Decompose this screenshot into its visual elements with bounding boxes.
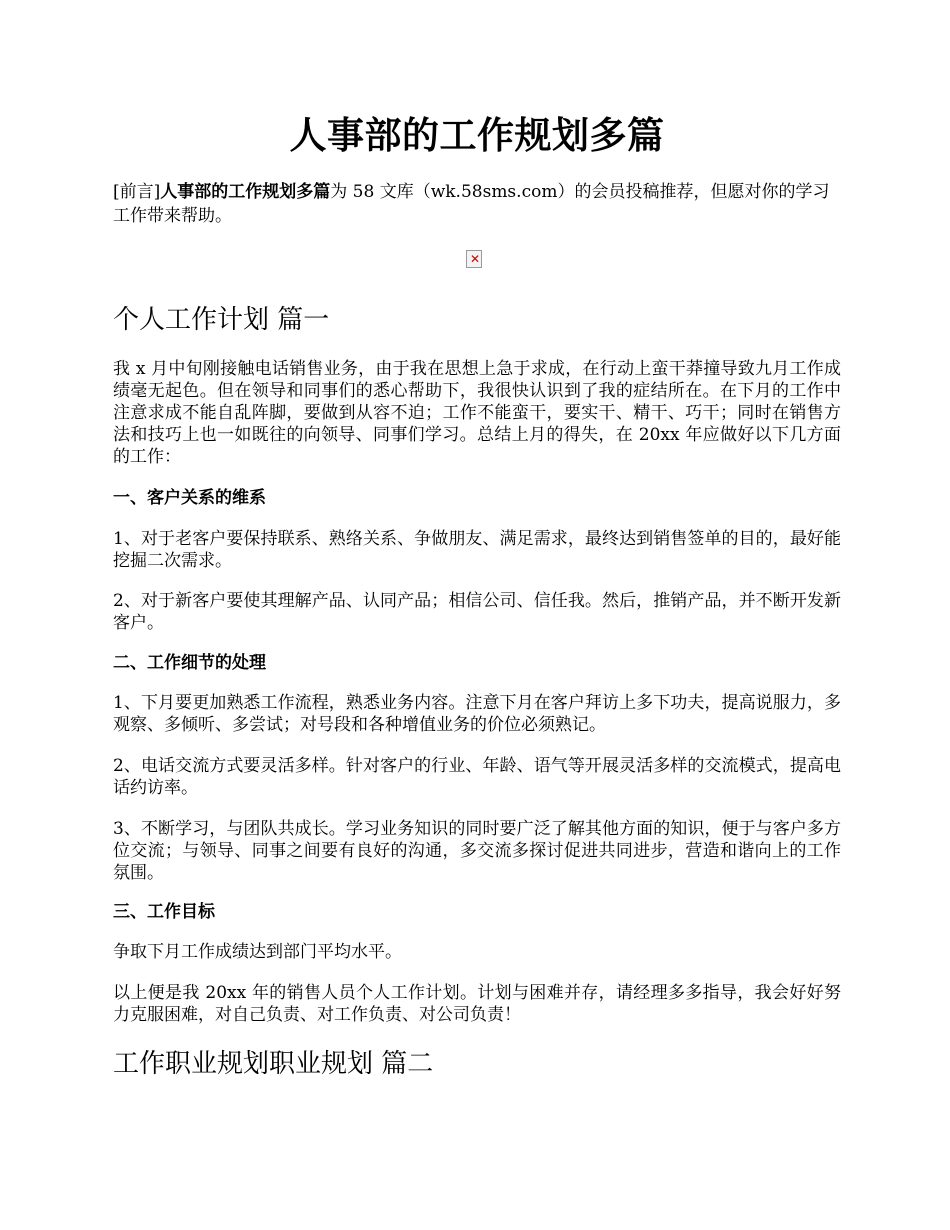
preface-bold-title: 人事部的工作规划多篇 — [160, 182, 331, 202]
broken-image-icon: ✕ — [466, 250, 482, 268]
section1-heading: 个人工作计划 篇一 — [113, 305, 330, 335]
preface-text: 为 58 文库（wk.58sms.com）的会员投稿推荐，但愿对你的学习工作带来帮助。 — [113, 182, 830, 226]
document-title: 人事部的工作规划多篇 — [289, 113, 665, 157]
work-details-item-1: 1、下月要更加熟悉工作流程，熟悉业务内容。注意下月在客户拜访上多下功夫，提高说服力，多观察、多倾听、多尝试；对号段和各种增值业务的价位必须熟记。 — [113, 693, 841, 735]
customer-relations-item-2: 2、对于新客户要使其理解产品、认同产品；相信公司、信任我。然后，推销产品，并不断开发新客户。 — [113, 591, 841, 633]
section1-intro: 我 x 月中旬刚接触电话销售业务，由于我在思想上急于求成，在行动上蛮干莽撞导致九月工作成绩毫无起色。但在领导和同事们的悉心帮助下，我很快认识到了我的症结所在。在下月的工作中注意求成不能自乱阵脚，要做到从容不迫；工作不能蛮干，要实干、精干、巧干；同时在销售方法和技巧上也一如既往的向领导、同事们学习。总结上月的得失，在 20xx 年应做好以下几方面的工作： — [113, 359, 841, 467]
customer-relations-item-1: 1、对于老客户要保持联系、熟络关系、争做朋友、满足需求，最终达到销售签单的目的，最好能挖掘二次需求。 — [113, 529, 841, 571]
work-details-item-3: 3、不断学习，与团队共成长。学习业务知识的同时要广泛了解其他方面的知识，便于与客户多方位交流；与领导、同事之间要有良好的沟通，多交流多探讨促进共同进步，营造和谐向上的工作氛围。 — [113, 819, 841, 883]
subheading-work-goals: 三、工作目标 — [113, 902, 215, 922]
work-details-item-2: 2、电话交流方式要灵活多样。针对客户的行业、年龄、语气等开展灵活多样的交流模式，提高电话约访率。 — [113, 756, 841, 798]
subheading-customer-relations: 一、客户关系的维系 — [113, 488, 266, 508]
preface-paragraph — [113, 180, 841, 228]
subheading-work-details: 二、工作细节的处理 — [113, 653, 266, 673]
closing-paragraph: 以上便是我 20xx 年的销售人员个人工作计划。计划与困难并存，请经理多多指导，我会好好努力克服困难，对自己负责、对工作负责、对公司负责！ — [113, 983, 841, 1025]
section2-heading: 工作职业规划职业规划 篇二 — [113, 1049, 434, 1079]
work-goals-item: 争取下月工作成绩达到部门平均水平。 — [113, 942, 402, 962]
preface-prefix: [前言] — [113, 182, 161, 202]
